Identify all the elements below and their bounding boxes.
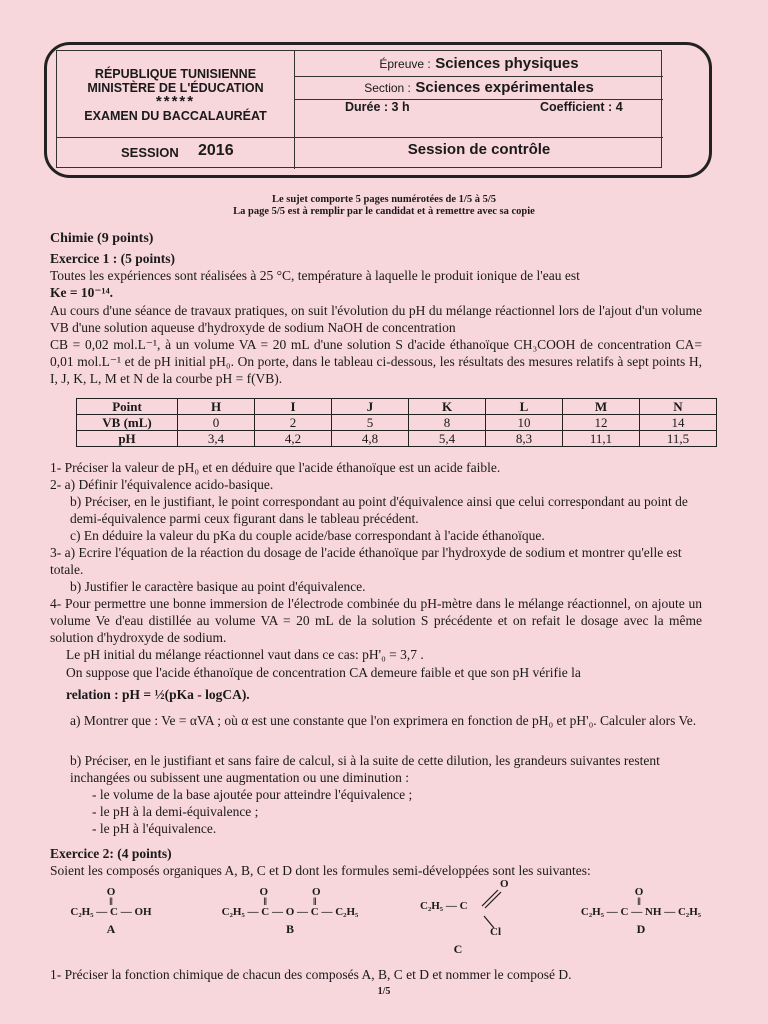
table-cell: 4,2	[255, 431, 332, 447]
stars-text: *****	[155, 93, 196, 110]
compound-b: O O ‖ ‖ C₂H₅ — C — O — C — C₂H₅ B	[215, 886, 365, 937]
epreuve-label: Épreuve :	[379, 57, 431, 71]
ex1-q4b: b) Préciser, en le justifiant et sans faire de calcul, si à la suite de cette dilution, les grandeurs suivantes restent inchangées ou subissent une augmentation ou une diminution :	[70, 753, 660, 785]
table-cell: Point	[77, 399, 178, 415]
section-label: Section :	[364, 81, 411, 95]
ex1-q3a: 3- a) Ecrire l'équation de la réaction du dosage de l'acide éthanoïque par l'hydroxyde de sodium et montrer qu'elle est totale.	[50, 545, 682, 577]
table-cell: I	[255, 399, 332, 415]
table-cell: 8	[409, 415, 486, 431]
table-cell: pH	[77, 431, 178, 447]
session-type: Session de contrôle	[407, 141, 551, 158]
table-cell: 5,4	[409, 431, 486, 447]
table-row-point	[77, 399, 717, 415]
epreuve-row	[295, 51, 663, 77]
oxygen-atom: O	[312, 886, 321, 898]
session-type-cell	[295, 138, 663, 169]
chlorine-atom: Cl	[490, 926, 501, 938]
ex1-q4-suppose: On suppose que l'acide éthanoïque de concentration CA demeure faible et que son pH vérifie la	[66, 665, 581, 680]
ex1-q3b: b) Justifier le caractère basique au point d'équivalence.	[70, 579, 366, 594]
section-row	[295, 77, 663, 100]
table-cell: 5	[332, 415, 409, 431]
session-cell	[57, 138, 295, 169]
oxygen-atom: O	[634, 886, 644, 898]
ex1-q2b: b) Préciser, en le justifiant, le point correspondant au point d'équivalence ainsi que celui correspondant au point de demi-équivalence parmi ceux figurant dans le tableau précédent.	[70, 494, 688, 526]
compound-d: O ‖ C₂H₅ — C — NH — C₂H₅ D	[566, 886, 716, 937]
ex1-ke: Ke = 10⁻¹⁴.	[50, 285, 114, 300]
page-number: 1/5	[377, 986, 391, 997]
table-cell: 14	[640, 415, 717, 431]
ex1-q4-ph: Le pH initial du mélange réactionnel vaut dans ce cas: pH'₀ = 3,7 .	[66, 647, 424, 662]
chimie-title: Chimie (9 points)	[50, 231, 154, 246]
compound-a-label: A	[106, 922, 116, 936]
ex1-q4b-item3: - le pH à l'équivalence.	[92, 821, 217, 836]
compound-d-label: D	[636, 922, 646, 936]
ex1-intro3: CB = 0,02 mol.L⁻¹, à un volume VA = 20 mL d'une solution S d'acide éthanoïque CH₃COOH de concentration CA= 0,01 mol.L⁻¹ et de pH initial pH₀. On porte, dans le tableau ci-dessous, les résultats des mesures relatifs à sept points H, I, J, K, L, M et N de la courbe pH = f(VB).	[50, 337, 702, 386]
republic-text: RÉPUBLIQUE TUNISIENNE	[94, 67, 257, 81]
ex1-intro2: Au cours d'une séance de travaux pratiques, on suit l'évolution du pH du mélange réactionnel lors de l'ajout d'un volume VB d'une solution aqueuse d'hydroxyde de sodium NaOH de concentration	[50, 303, 702, 335]
ex1-q4a: a) Montrer que : Ve = αVA ; où α est une constante que l'on exprimera en fonction de pH₀ et pH'₀. Calculer alors Ve.	[70, 713, 697, 728]
ex2-q1: 1- Préciser la fonction chimique de chacun des composés A, B, C et D et nommer le composé D.	[50, 967, 572, 982]
duree-text: Durée : 3 h	[345, 100, 410, 114]
header-left	[57, 51, 295, 138]
note-pages: Le sujet comporte 5 pages numérotées de 1/5 à 5/5	[271, 194, 497, 205]
duree-row	[295, 100, 663, 138]
compound-c	[420, 878, 520, 957]
compound-c-label: C	[453, 942, 463, 956]
table-cell: VB (mL)	[77, 415, 178, 431]
measure-table	[76, 398, 717, 447]
table-cell: L	[486, 399, 563, 415]
ex1-q2c: c) En déduire la valeur du pKa du couple acide/base correspondant à l'acide éthanoïque.	[70, 528, 545, 543]
oxygen-atom: O	[500, 878, 509, 890]
table-cell: 2	[255, 415, 332, 431]
compound-b-label: B	[285, 922, 294, 936]
measure-table-wrap	[76, 398, 717, 447]
table-cell: 4,8	[332, 431, 409, 447]
section-value: Sciences expérimentales	[415, 79, 594, 96]
ministry-text: MINISTÈRE DE L'ÉDUCATION	[87, 81, 264, 95]
ex1-q4-relation: relation : pH = ½(pKa - logCA).	[66, 687, 250, 702]
compound-c-formula: C₂H₅ — C	[420, 900, 468, 912]
ex1-q1: 1- Préciser la valeur de pH₀ et en déduire que l'acide éthanoïque est un acide faible.	[50, 460, 501, 475]
ex2-title: Exercice 2: (4 points)	[50, 846, 172, 861]
coefficient-text: Coefficient : 4	[540, 100, 623, 114]
table-cell: N	[640, 399, 717, 415]
header-table	[56, 50, 662, 168]
compound-d-formula: C₂H₅ — C — NH — C₂H₅	[580, 906, 702, 918]
oxygen-atom: O	[106, 886, 116, 898]
table-row-ph	[77, 431, 717, 447]
table-cell: K	[409, 399, 486, 415]
exam-text: EXAMEN DU BACCALAURÉAT	[84, 109, 267, 123]
session-year: 2016	[198, 142, 234, 159]
table-cell: 11,5	[640, 431, 717, 447]
ex1-q4: 4- Pour permettre une bonne immersion de l'électrode combinée du pH-mètre dans le mélange réactionnel, on ajoute un volume Ve d'eau distillée au volume VA = 20 mL de la solution S précédente et on refait le dosage avec la même solution d'hydroxyde de sodium.	[50, 596, 702, 645]
table-cell: 10	[486, 415, 563, 431]
table-cell: H	[178, 399, 255, 415]
compound-a: O ‖ C₂H₅ — C — OH A	[66, 886, 156, 937]
oxygen-atom: O	[259, 886, 268, 898]
ex1-q4b-item2: - le pH à la demi-équivalence ;	[92, 804, 259, 819]
compound-a-formula: C₂H₅ — C — OH	[70, 906, 152, 918]
note-page5: La page 5/5 est à remplir par le candidat et à remettre avec sa copie	[233, 206, 535, 217]
table-cell: 12	[563, 415, 640, 431]
table-cell: 8,3	[486, 431, 563, 447]
ex1-intro1: Toutes les expériences sont réalisées à 25 °C, température à laquelle le produit ionique de l'eau est	[50, 268, 580, 283]
table-row-vb	[77, 415, 717, 431]
table-cell: 3,4	[178, 431, 255, 447]
epreuve-value: Sciences physiques	[435, 55, 579, 72]
ex1-title: Exercice 1 : (5 points)	[50, 251, 175, 266]
ex1-q2a: 2- a) Définir l'équivalence acido-basique.	[50, 477, 274, 492]
table-cell: M	[563, 399, 640, 415]
compound-b-formula: C₂H₅ — C — O — C — C₂H₅	[221, 906, 359, 918]
session-label: SESSION	[121, 145, 179, 160]
ex2-intro: Soient les composés organiques A, B, C et D dont les formules semi-développées sont les suivantes:	[50, 863, 591, 878]
ex1-q4b-item1: - le volume de la base ajoutée pour atteindre l'équivalence ;	[92, 787, 413, 802]
table-cell: J	[332, 399, 409, 415]
table-cell: 0	[178, 415, 255, 431]
table-cell: 11,1	[563, 431, 640, 447]
